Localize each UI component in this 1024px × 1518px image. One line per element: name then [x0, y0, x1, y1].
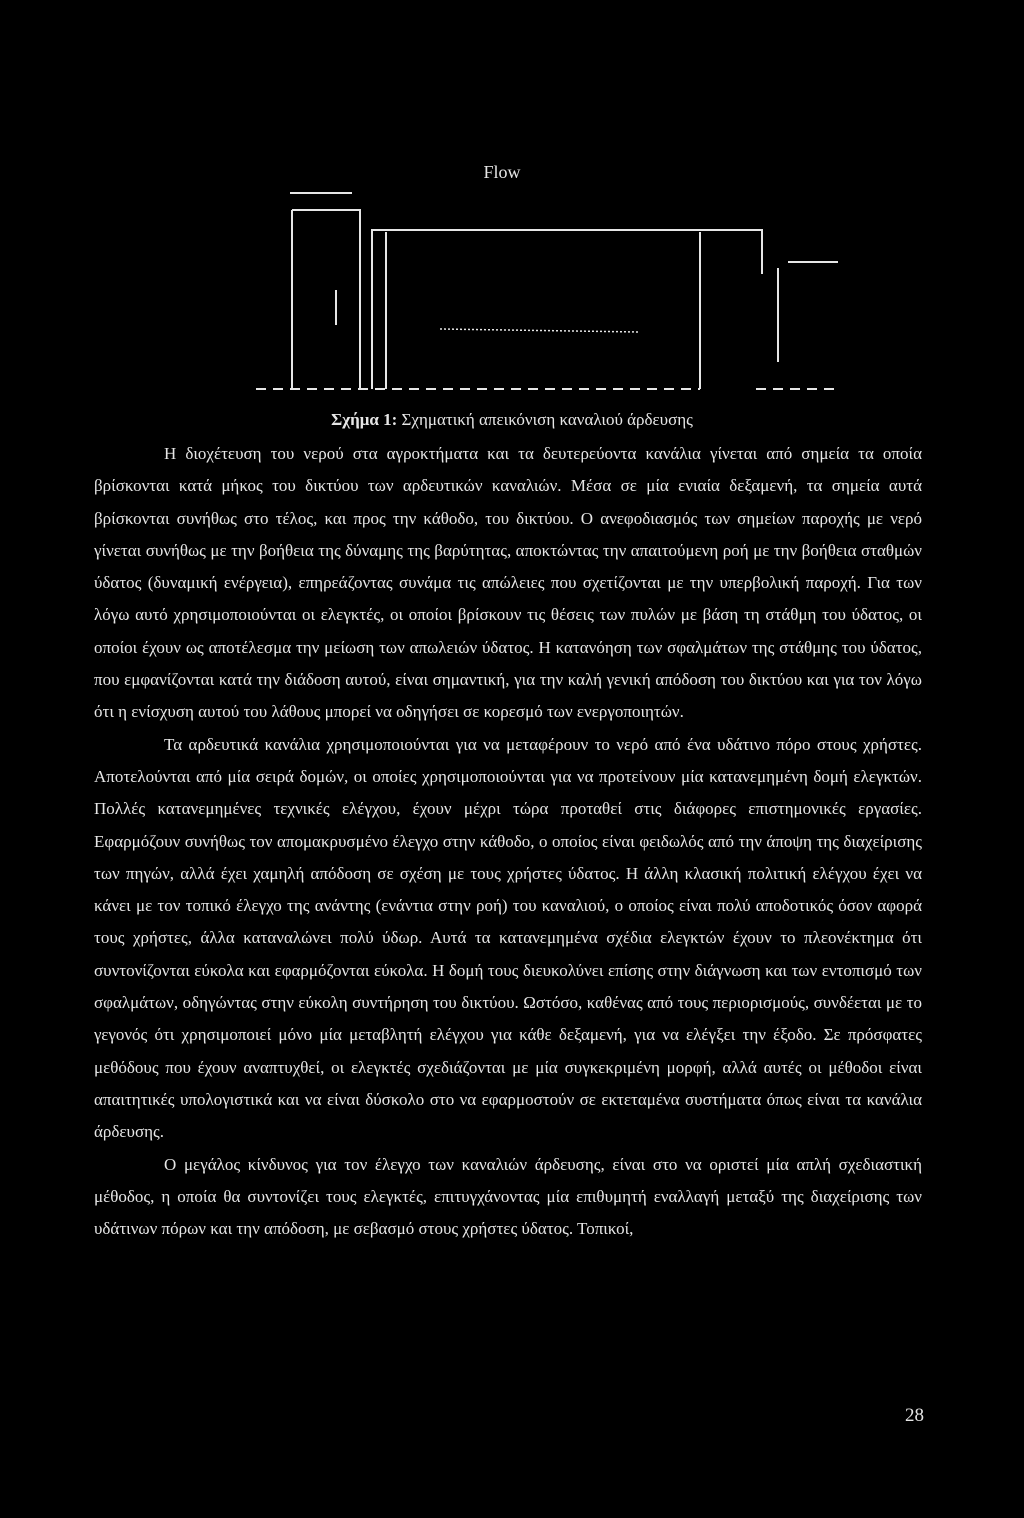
water-surface-line — [440, 329, 640, 332]
body-text — [94, 438, 922, 1245]
page-number: 28 — [905, 1405, 924, 1426]
caption-label: Σχήμα 1: — [331, 410, 398, 429]
figure-caption — [0, 408, 1024, 432]
caption-text: Σχηματική απεικόνιση καναλιού άρδευσης — [397, 410, 693, 429]
figure-title: Flow — [483, 162, 521, 182]
paragraph: Τα αρδευτικά κανάλια χρησιμοποιούνται για να μεταφέρουν το νερό από ένα υδάτινο πόρο στους χρήστες. Αποτελούνται από μία σειρά δομών, οι οποίες χρησιμοποιούνται για να προτείνουν μία κατανεμημένη δομή ελεγκτών. Πολλές κατανεμημένες τεχνικές ελέγχου, έχουν μέχρι τώρα προταθεί στις διάφορες επιστημονικές εργασίες. Εφαρμόζουν συνήθως τον απομακρυσμένο έλεγχο στην κάθοδο, ο οποίος είναι φειδωλός από την άποψη της διαχείρισης των πηγών, αλλά έχει χαμηλή απόδοση σε σχέση με τους χρήστες ύδατος. Η άλλη κλασική πολιτική ελέγχου έχει να κάνει με τον τοπικό έλεγχο της ανάντης (ενάντια στην ροή) του καναλιού, ο οποίος είναι πολύ αποδοτικός όσον αφορά τους χρήστες, άλλα καταναλώνει πολύ ύδωρ. Αυτά τα κατανεμημένα σχέδια ελεγκτών έχουν το πλεονέκτημα ότι συντονίζονται εύκολα και εφαρμόζονται εύκολα. Η δομή τους διευκολύνει επίσης στην διάγνωση και των εντοπισμό των σφαλμάτων, οδηγώντας στην εύκολη συντήρηση του δικτύου. Ωστόσο, καθένας από τους περιορισμούς, συνδέεται με το γεγονός ότι χρησιμοποιεί μόνο μία μεταβλητή ελέγχου για κάθε δεξαμενή, για να ελέγξει την έξοδο. Σε πρόσφατες μεθόδους που έχουν αναπτυχθεί, οι ελεγκτές σχεδιάζονται με μία συγκεκριμένη μορφή, αλλά αυτές οι μέθοδοι είναι απαιτητικές υπολογιστικά και να είναι δύσκολο στο να εφαρμοστούν σε εκτεταμένα συστήματα όπως είναι τα κανάλια άρδευσης. — [94, 734, 922, 1142]
channel-walls — [290, 193, 838, 389]
canal-schematic-figure — [0, 0, 1024, 400]
paragraph: Η διοχέτευση του νερού στα αγροκτήματα και τα δευτερεύοντα κανάλια γίνεται από σημεία τα οποία βρίσκονται κατά μήκος του δικτύου των αρδευτικών καναλιών. Μέσα σε μία ενιαία δεξαμενή, τα σημεία αυτά βρίσκονται συνήθως στο τέλος, και προς την κάθοδο, του δικτύου. Ο ανεφοδιασμός των σημείων παροχής με νερό γίνεται συνήθως με την βοήθεια της δύναμης της βαρύτητας, αποκτώντας την απαιτούμενη ροή με την βοήθεια σταθμών ύδατος (δυναμική ενέργεια), επηρεάζοντας συνάμα τις απώλειες που σχετίζονται με την υπερβολική παροχή. Για των λόγω αυτό χρησιμοποιούνται οι ελεγκτές, οι οποίοι βρίσκουν τις θέσεις των πυλών με βάση τη στάθμη του ύδατος, οι οποίοι έχουν ως αποτέλεσμα την μείωση των απωλειών ύδατος. Η κατανόηση των σφαλμάτων της στάθμης του ύδατος, που εμφανίζονται κατά την διάδοση αυτού, είναι σημαντική, για την καλή γενική απόδοση του δικτύου και για τον λόγω ότι η ενίσχυση αυτού του λάθους μπορεί να οδηγήσει σε κορεσμό των ενεργοποιητών. — [94, 444, 922, 722]
paragraph: Ο μεγάλος κίνδυνος για τον έλεγχο των καναλιών άρδευσης, είναι στο να οριστεί μία απλή σχεδιαστική μέθοδος, η οποία θα συντονίζει τους ελεγκτές, επιτυγχάνοντας μία επιθυμητή εναλλαγή μεταξύ της διαχείρισης των υδάτινων πόρων και την απόδοση, με σεβασμό στους χρήστες ύδατος. Τοπικοί, — [94, 1154, 922, 1239]
